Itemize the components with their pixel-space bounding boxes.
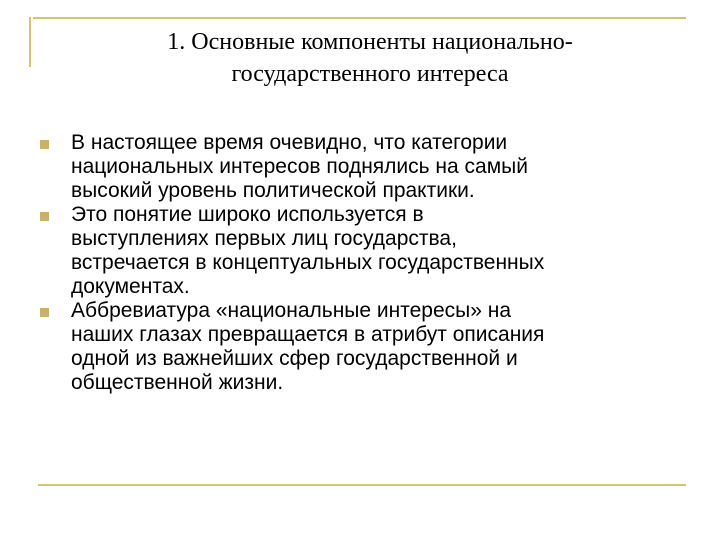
square-bullet-icon	[40, 140, 49, 149]
bullet-list	[40, 131, 670, 395]
bullet-line: Это понятие широко используется в	[71, 203, 424, 226]
bullet-line: В настоящее время очевидно, что категории	[71, 131, 508, 154]
bullet-line: национальных интересов поднялись на самый	[71, 155, 528, 178]
bullet-item-3	[40, 299, 670, 395]
square-bullet-icon	[40, 212, 49, 221]
frame-left-line	[29, 17, 31, 67]
bullet-item-1	[40, 131, 670, 203]
bullet-line: наших глазах превращается в атрибут описания	[71, 323, 545, 346]
frame-bottom-line	[38, 484, 686, 486]
bullet-line: документах.	[71, 275, 190, 298]
frame-top-line	[33, 17, 686, 19]
bullet-line: встречается в концептуальных государственных	[71, 251, 545, 274]
bullet-line: Аббревиатура «национальные интересы» на	[71, 299, 512, 322]
slide-title	[60, 26, 680, 90]
square-bullet-icon	[40, 308, 49, 317]
bullet-line: одной из важнейших сфер государственной и	[71, 347, 518, 370]
bullet-line: высокий уровень политической практики.	[71, 179, 475, 202]
bullet-line: общественной жизни.	[71, 371, 284, 394]
slide-title-line-2: государственного интереса	[231, 61, 509, 87]
slide-title-line-1: 1. Основные компоненты национально-	[167, 29, 573, 55]
bullet-line: выступлениях первых лиц государства,	[71, 227, 457, 250]
bullet-item-2	[40, 203, 670, 299]
